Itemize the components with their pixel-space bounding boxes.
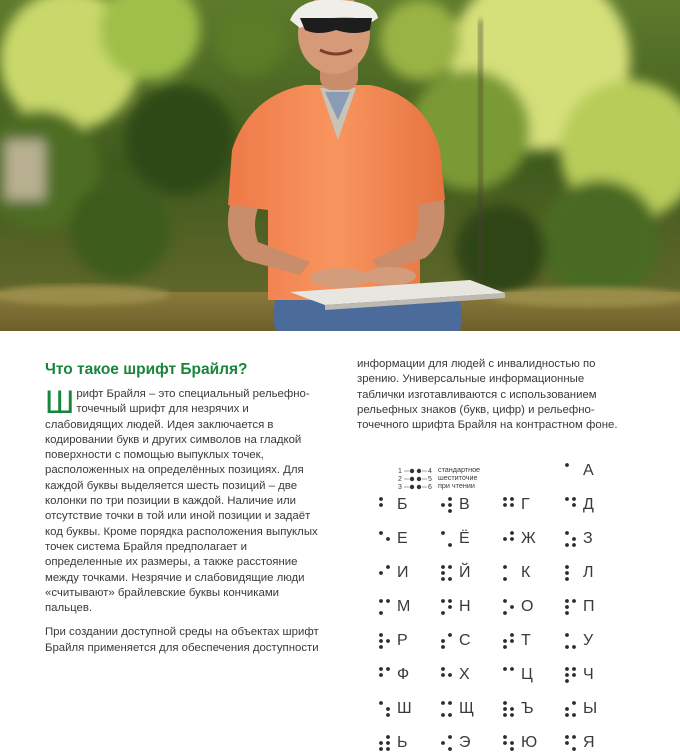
braille-letter: У bbox=[583, 632, 594, 649]
braille-letter: Н bbox=[459, 598, 471, 615]
braille-letter: Ы bbox=[583, 700, 598, 717]
braille-letter: Щ bbox=[459, 700, 474, 717]
braille-dots bbox=[564, 666, 578, 684]
braille-cell bbox=[502, 733, 562, 753]
braille-dot-4 bbox=[510, 667, 514, 671]
braille-letter: А bbox=[583, 462, 594, 479]
braille-dot-1 bbox=[565, 531, 569, 535]
braille-dots bbox=[440, 564, 454, 582]
braille-dot-2 bbox=[441, 503, 445, 507]
braille-dot-6 bbox=[510, 713, 514, 717]
braille-dots bbox=[502, 632, 516, 650]
legend-num-4: 4 bbox=[428, 468, 432, 475]
braille-dot-6 bbox=[386, 713, 390, 717]
braille-dot-1 bbox=[379, 701, 383, 705]
braille-dot-5 bbox=[448, 673, 452, 677]
braille-dots bbox=[564, 564, 578, 582]
braille-dot-1 bbox=[441, 565, 445, 569]
braille-letter: Ю bbox=[521, 734, 538, 751]
braille-dot-6 bbox=[572, 645, 576, 649]
braille-letter: Ч bbox=[583, 666, 594, 683]
braille-dot-3 bbox=[565, 713, 569, 717]
braille-letter: Ш bbox=[397, 700, 412, 717]
braille-dot-5 bbox=[448, 605, 452, 609]
braille-dot-3 bbox=[565, 645, 569, 649]
braille-letter: О bbox=[521, 598, 534, 615]
braille-dot-1 bbox=[379, 667, 383, 671]
legend-line-2: шеститочие bbox=[438, 473, 478, 482]
braille-dot-2 bbox=[503, 707, 507, 711]
braille-dot-2 bbox=[503, 639, 507, 643]
braille-cell bbox=[564, 733, 624, 753]
braille-dots bbox=[440, 734, 454, 752]
braille-dots bbox=[440, 530, 454, 548]
braille-dot-5 bbox=[510, 741, 514, 745]
braille-letter: З bbox=[583, 530, 593, 547]
braille-dot-1 bbox=[503, 565, 507, 569]
braille-dots bbox=[502, 564, 516, 582]
braille-dot-5 bbox=[510, 605, 514, 609]
braille-dots bbox=[564, 598, 578, 616]
right-column bbox=[357, 357, 632, 433]
braille-dot-1 bbox=[441, 599, 445, 603]
braille-dot-4 bbox=[448, 599, 452, 603]
braille-dot-5 bbox=[572, 537, 576, 541]
braille-dot-6 bbox=[572, 543, 576, 547]
braille-letter: И bbox=[397, 564, 409, 581]
braille-cell bbox=[502, 631, 562, 651]
legend-num-3: 3 bbox=[398, 484, 402, 490]
braille-dots bbox=[378, 496, 392, 514]
legend-num-5: 5 bbox=[428, 476, 432, 483]
braille-alphabet-grid bbox=[378, 461, 638, 751]
braille-cell bbox=[440, 563, 500, 583]
braille-letter: П bbox=[583, 598, 595, 615]
braille-dot-1 bbox=[503, 735, 507, 739]
braille-dot-5 bbox=[448, 503, 452, 507]
braille-cell bbox=[502, 529, 562, 549]
braille-cell bbox=[502, 665, 562, 685]
braille-dot-2 bbox=[441, 673, 445, 677]
braille-dots bbox=[564, 530, 578, 548]
braille-dot-3 bbox=[441, 645, 445, 649]
braille-dot-5 bbox=[386, 639, 390, 643]
braille-dot-3 bbox=[379, 645, 383, 649]
braille-dot-5 bbox=[510, 503, 514, 507]
braille-dot-1 bbox=[565, 633, 569, 637]
braille-cell bbox=[378, 699, 438, 719]
braille-dots bbox=[564, 700, 578, 718]
braille-dot-4 bbox=[572, 735, 576, 739]
braille-letter: Ц bbox=[521, 666, 533, 683]
braille-letter: Э bbox=[459, 734, 471, 751]
braille-dot-1 bbox=[565, 599, 569, 603]
braille-cell bbox=[564, 665, 624, 685]
braille-dot-3 bbox=[441, 611, 445, 615]
braille-cell bbox=[564, 699, 624, 719]
braille-letter: Ж bbox=[521, 530, 536, 547]
braille-letter: Е bbox=[397, 530, 408, 547]
left-column bbox=[45, 384, 320, 665]
braille-letter: Р bbox=[397, 632, 408, 649]
braille-letter: Я bbox=[583, 734, 595, 751]
braille-cell bbox=[378, 529, 438, 549]
braille-dot-1 bbox=[379, 497, 383, 501]
braille-cell bbox=[564, 631, 624, 651]
braille-cell bbox=[502, 563, 562, 583]
braille-dots bbox=[378, 666, 392, 684]
braille-dot-1 bbox=[565, 463, 569, 467]
braille-cell bbox=[502, 699, 562, 719]
braille-dot-2 bbox=[565, 741, 569, 745]
braille-cell bbox=[564, 563, 624, 583]
braille-dot-3 bbox=[441, 577, 445, 581]
braille-dot-6 bbox=[448, 543, 452, 547]
braille-cell bbox=[378, 665, 438, 685]
braille-dot-6 bbox=[572, 713, 576, 717]
braille-dot-4 bbox=[448, 633, 452, 637]
braille-dot-4 bbox=[448, 735, 452, 739]
braille-dot-6 bbox=[510, 747, 514, 751]
braille-cell bbox=[378, 631, 438, 651]
braille-dot-1 bbox=[503, 701, 507, 705]
braille-dot-2 bbox=[379, 503, 383, 507]
braille-cell bbox=[440, 665, 500, 685]
braille-dot-3 bbox=[503, 577, 507, 581]
braille-cell bbox=[440, 529, 500, 549]
braille-dot-4 bbox=[572, 599, 576, 603]
braille-dots bbox=[564, 734, 578, 752]
intro-paragraph bbox=[45, 384, 320, 616]
braille-dot-4 bbox=[386, 667, 390, 671]
legend-num-1: 1 bbox=[398, 468, 402, 475]
braille-dot-5 bbox=[386, 537, 390, 541]
braille-letter: К bbox=[521, 564, 531, 581]
braille-cell bbox=[564, 495, 624, 515]
braille-dot-2 bbox=[565, 605, 569, 609]
braille-dot-4 bbox=[386, 565, 390, 569]
braille-dot-2 bbox=[565, 707, 569, 711]
braille-letter: Ё bbox=[459, 530, 470, 547]
braille-dot-6 bbox=[448, 577, 452, 581]
braille-dot-5 bbox=[510, 537, 514, 541]
braille-dot-5 bbox=[572, 673, 576, 677]
legend-line-1: стандартное bbox=[438, 465, 481, 474]
braille-dot-1 bbox=[565, 667, 569, 671]
braille-letter: Г bbox=[521, 496, 530, 513]
braille-dot-4 bbox=[510, 633, 514, 637]
braille-dot-1 bbox=[379, 531, 383, 535]
braille-dot-6 bbox=[572, 747, 576, 751]
braille-dot-2 bbox=[379, 639, 383, 643]
braille-dot-3 bbox=[503, 611, 507, 615]
braille-dot-2 bbox=[441, 639, 445, 643]
braille-letter: Ъ bbox=[521, 700, 534, 717]
braille-dots bbox=[564, 632, 578, 650]
braille-dot-1 bbox=[379, 633, 383, 637]
braille-dot-1 bbox=[565, 735, 569, 739]
braille-cell bbox=[440, 699, 500, 719]
braille-dots bbox=[378, 700, 392, 718]
hero-photo bbox=[0, 0, 680, 331]
braille-dot-3 bbox=[441, 713, 445, 717]
braille-letter: Ь bbox=[397, 734, 408, 751]
braille-letter: Х bbox=[459, 666, 470, 683]
braille-cell bbox=[502, 495, 562, 515]
braille-cell bbox=[440, 597, 500, 617]
braille-dots bbox=[440, 700, 454, 718]
braille-cell bbox=[564, 461, 624, 481]
braille-dot-1 bbox=[565, 565, 569, 569]
intro-text: рифт Брайля – это специальный рельефно-точечный шрифт для незрячих и слабовидящих людей. Идея заключается в кодировании букв и других символов на гладкой поверхности с помощью выпуклых точек, расположенных на определённых позициях. Для каждой буквы выделяется шесть позиций – две колонки по три позиции в каждой. Наличие или отсутствие точки в той или иной позиции и задаёт код буквы. Кроме порядка расположения выпуклых точек система Брайля предполагает и определенные их размеры, а также расстояние между точками. Незрячие и слабовидящие люди «считывают» брайлевские буквы кончиками пальцев. bbox=[45, 388, 318, 615]
braille-dot-2 bbox=[379, 571, 383, 575]
braille-cell bbox=[564, 529, 624, 549]
braille-dots bbox=[378, 632, 392, 650]
braille-dot-5 bbox=[386, 707, 390, 711]
braille-dot-3 bbox=[503, 713, 507, 717]
braille-dot-4 bbox=[572, 497, 576, 501]
braille-dot-3 bbox=[379, 747, 383, 751]
braille-dots bbox=[378, 598, 392, 616]
braille-dots bbox=[502, 530, 516, 548]
drop-cap: Ш bbox=[45, 384, 75, 420]
braille-dots bbox=[564, 462, 578, 480]
braille-letter: Й bbox=[459, 564, 471, 581]
braille-dots bbox=[502, 666, 516, 684]
braille-dot-6 bbox=[386, 747, 390, 751]
braille-dot-3 bbox=[565, 577, 569, 581]
braille-letter: С bbox=[459, 632, 471, 649]
braille-dot-5 bbox=[572, 503, 576, 507]
braille-dot-4 bbox=[448, 565, 452, 569]
braille-dot-1 bbox=[379, 599, 383, 603]
braille-letter: Ф bbox=[397, 666, 410, 683]
braille-cell bbox=[502, 597, 562, 617]
braille-letter: Б bbox=[397, 496, 408, 513]
braille-cell bbox=[440, 733, 500, 753]
braille-dot-4 bbox=[510, 497, 514, 501]
braille-dot-2 bbox=[441, 741, 445, 745]
braille-dot-6 bbox=[448, 747, 452, 751]
braille-dots bbox=[502, 496, 516, 514]
braille-dots bbox=[502, 734, 516, 752]
braille-dot-2 bbox=[441, 571, 445, 575]
braille-dot-1 bbox=[441, 531, 445, 535]
braille-dot-4 bbox=[572, 667, 576, 671]
legend-num-6: 6 bbox=[428, 484, 432, 490]
braille-letter: В bbox=[459, 496, 470, 513]
braille-dots bbox=[502, 700, 516, 718]
braille-dot-6 bbox=[448, 509, 452, 513]
braille-dot-4 bbox=[448, 497, 452, 501]
braille-dot-5 bbox=[510, 639, 514, 643]
braille-dot-1 bbox=[441, 701, 445, 705]
braille-letter: М bbox=[397, 598, 411, 615]
braille-dots bbox=[440, 598, 454, 616]
braille-dot-3 bbox=[503, 645, 507, 649]
accessibility-paragraph: При создании доступной среды на объектах шрифт Брайля применяется для обеспечения доступности bbox=[45, 626, 319, 654]
braille-dot-4 bbox=[510, 531, 514, 535]
legend-num-2: 2 bbox=[398, 476, 402, 483]
braille-dot-5 bbox=[386, 741, 390, 745]
braille-dot-3 bbox=[379, 611, 383, 615]
article bbox=[0, 331, 680, 751]
braille-dot-2 bbox=[565, 571, 569, 575]
braille-dot-2 bbox=[379, 741, 383, 745]
article-title: Что такое шрифт Брайля? bbox=[45, 361, 248, 378]
braille-dots bbox=[378, 530, 392, 548]
legend-line-3: при чтении bbox=[438, 481, 475, 490]
braille-dots bbox=[502, 598, 516, 616]
braille-dot-4 bbox=[386, 599, 390, 603]
braille-dot-1 bbox=[503, 497, 507, 501]
braille-cell bbox=[378, 563, 438, 583]
braille-dots bbox=[378, 734, 392, 752]
braille-dot-1 bbox=[565, 497, 569, 501]
braille-letter: Д bbox=[583, 496, 594, 513]
braille-dot-1 bbox=[503, 599, 507, 603]
braille-dot-1 bbox=[503, 667, 507, 671]
braille-dots bbox=[440, 632, 454, 650]
braille-dot-5 bbox=[510, 707, 514, 711]
braille-dots bbox=[440, 496, 454, 514]
braille-cell bbox=[440, 631, 500, 651]
braille-dots bbox=[378, 564, 392, 582]
braille-dots bbox=[564, 496, 578, 514]
braille-dot-2 bbox=[503, 741, 507, 745]
braille-dots bbox=[440, 666, 454, 684]
braille-dot-2 bbox=[379, 673, 383, 677]
continuation-paragraph: информации для людей с инвалидностью по зрению. Универсальные информационные таблички изготавливаются с использованием рельефных знаков (букв, цифр) и рельефно-точечного шрифта Брайля на контрастном фоне. bbox=[357, 358, 618, 432]
braille-letter: Л bbox=[583, 564, 594, 581]
braille-dot-4 bbox=[386, 735, 390, 739]
braille-dot-4 bbox=[572, 701, 576, 705]
braille-cell bbox=[440, 495, 500, 515]
braille-cell bbox=[378, 733, 438, 753]
braille-dot-1 bbox=[441, 667, 445, 671]
braille-cell bbox=[564, 597, 624, 617]
braille-letter: Т bbox=[521, 632, 531, 649]
braille-dot-3 bbox=[565, 543, 569, 547]
braille-dot-2 bbox=[503, 503, 507, 507]
braille-dot-4 bbox=[448, 701, 452, 705]
braille-dot-2 bbox=[565, 673, 569, 677]
braille-dot-2 bbox=[503, 537, 507, 541]
braille-cell bbox=[378, 597, 438, 617]
braille-cell bbox=[378, 495, 438, 515]
braille-dot-6 bbox=[448, 713, 452, 717]
braille-dot-3 bbox=[565, 611, 569, 615]
